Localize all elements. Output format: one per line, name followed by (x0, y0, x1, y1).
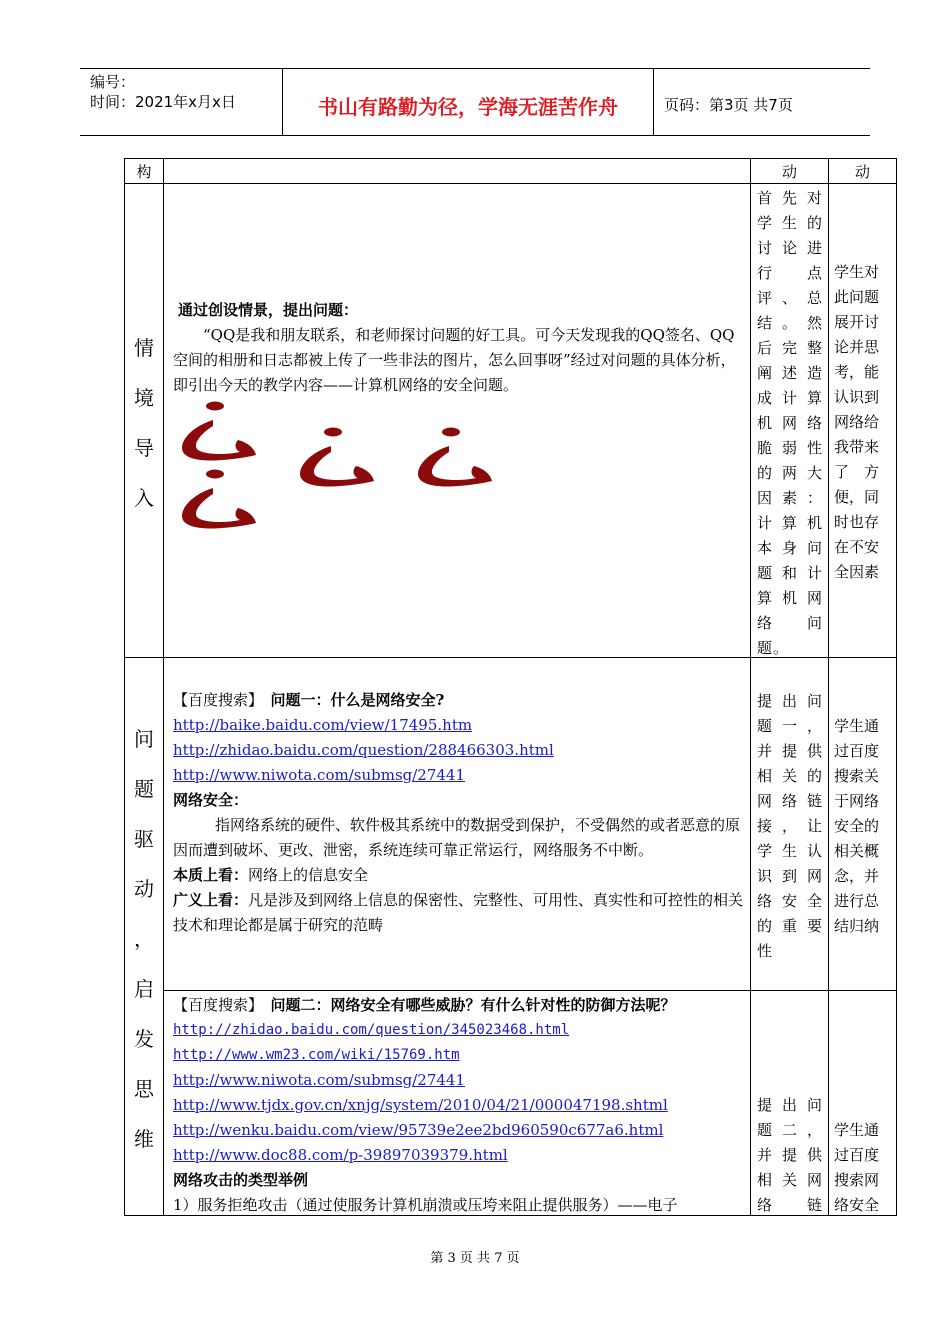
cell-line: 接，让 (757, 817, 823, 835)
q2-link[interactable]: http://www.doc88.com/p-39897039379.html (173, 1146, 508, 1164)
label-char: 导 (134, 436, 154, 460)
cell-line: 安全的 (834, 817, 880, 835)
cell-line: 我带来 (834, 438, 880, 456)
page-indicator: 页码：第3页 共7页 (664, 96, 793, 114)
cell-line: 络 链 (757, 1196, 823, 1214)
q2-link[interactable]: http://zhidao.baidu.com/question/345023468.html (173, 1022, 570, 1038)
label-char: 境 (134, 386, 154, 410)
cell-line: 时也存 (834, 513, 880, 531)
cell-line: 性 (757, 942, 774, 960)
section1-student (834, 260, 892, 585)
label-char: 入 (134, 486, 154, 510)
cell-line: 网络链 (757, 792, 823, 810)
cell-line: 首先对 (757, 189, 823, 207)
q1-link[interactable]: http://www.niwota.com/submsg/27441 (173, 766, 466, 784)
cell-line: 进行总 (834, 892, 880, 910)
cell-line: 问 (134, 727, 154, 751)
cell-line: 于网络 (834, 792, 880, 810)
definition-title: 网络安全： (173, 791, 249, 809)
cell-line: ， (134, 927, 154, 951)
section1-heading: 通过创设情景，提出问题： (178, 301, 359, 319)
header-page-cell (654, 69, 870, 135)
cell-line: 学生对 (834, 263, 880, 281)
cell-line: 并提供 (757, 1146, 823, 1164)
cell-line: 行 点 (757, 264, 823, 282)
cell-line: 提出问 (757, 692, 823, 710)
table-head-student: 动 (854, 163, 870, 181)
cell-line: 驱 (134, 827, 154, 851)
cell-line: 成计算 (757, 389, 823, 407)
cell-line: 络 问 (757, 614, 823, 632)
page-footer: 第 3 页 共 7 页 (430, 1251, 520, 1266)
cell-line: 搜索网 (834, 1171, 880, 1189)
cell-line: 过百度 (834, 742, 880, 760)
header-meta-cell (80, 69, 283, 135)
page-header (80, 68, 870, 136)
section1-content (173, 298, 745, 398)
attack-title: 网络攻击的类型举例 (173, 1171, 309, 1189)
cell-line: 动 (134, 877, 154, 901)
cell-line: 网络给 (834, 413, 880, 431)
cell-line: 展开讨 (834, 313, 880, 331)
cell-line: 本身问 (757, 539, 823, 557)
essence-text: 网络上的信息安全 (248, 866, 369, 884)
cell-line: 相关的 (757, 767, 823, 785)
cell-line: 络安全 (757, 892, 823, 910)
cell-line: 题 (134, 777, 154, 801)
doc-number-label: 编号： (90, 73, 136, 91)
question1-teacher (757, 689, 823, 964)
cell-line: 并提供 (757, 742, 823, 760)
q2-link[interactable]: http://www.tjdx.gov.cn/xnjg/system/2010/04/21/000047198.shtml (173, 1096, 668, 1114)
cell-line: 题一， (757, 717, 823, 735)
cell-line: 脆弱性 (757, 439, 823, 457)
q2-link[interactable]: http://www.niwota.com/submsg/27441 (173, 1071, 466, 1089)
cell-line: 结。然 (757, 314, 823, 332)
cell-line: 维 (134, 1127, 154, 1151)
question2-content (173, 993, 745, 1218)
q1-link[interactable]: http://zhidao.baidu.com/question/288466303.html (173, 741, 554, 759)
q1-link[interactable]: http://baike.baidu.com/view/17495.htm (173, 716, 473, 734)
definition-body: 指网络系统的硬件、软件极其系统中的数据受到保护，不受偶然的或者恶意的原因而遭到破坏、更改、泄密，系统连续可靠正常运行，网络服务不中断。 (173, 816, 741, 859)
cell-line: 题二， (757, 1121, 823, 1139)
question1-title: 问题一：什么是网络安全? (270, 691, 445, 709)
header-motto-cell (283, 69, 654, 135)
cell-line: 的重要 (757, 917, 823, 935)
cell-line: 念，并 (834, 867, 880, 885)
broad-label: 广义上看： (173, 891, 249, 909)
label-char: 情 (134, 336, 154, 360)
cell-line: 考，能 (834, 363, 880, 381)
cell-line: 学生通 (834, 717, 880, 735)
cell-line: 论并思 (834, 338, 880, 356)
cell-line: 后完整 (757, 339, 823, 357)
search-tag: 【百度搜索】 (173, 691, 256, 709)
cell-line: 阐述造 (757, 364, 823, 382)
cell-line: 提出问 (757, 1096, 823, 1114)
cell-line: 此问题 (834, 288, 880, 306)
cell-line: 相关概 (834, 842, 880, 860)
doc-time-label: 时间：2021年x月x日 (90, 93, 236, 111)
broad-text: 凡是涉及到网络上信息的保密性、完整性、可用性、真实性和可控性的相关技术和理论都是属于研究的范畴 (173, 891, 744, 934)
cell-line: 算机网 (757, 589, 823, 607)
cell-line: 在不安 (834, 538, 880, 556)
question-mark-icon (418, 428, 492, 487)
search-tag: 【百度搜索】 (173, 996, 256, 1014)
cell-line: 学生通 (834, 1121, 880, 1139)
cell-line: 的两大 (757, 464, 823, 482)
cell-line: 过百度 (834, 1146, 880, 1164)
section1-label (124, 323, 164, 523)
cell-line: 计算机 (757, 514, 823, 532)
question2-title: 问题二：网络安全有哪些威胁？有什么针对性的防御方法呢？ (270, 996, 676, 1014)
cell-line: 全因素 (834, 563, 880, 581)
question1-content (173, 688, 745, 938)
section2-label (124, 714, 164, 1164)
question-mark-icon (182, 402, 256, 461)
cell-line: 相关网 (757, 1171, 823, 1189)
question-mark-icon (182, 470, 256, 529)
cell-line: 识到网 (757, 867, 823, 885)
cell-line: 题。 (757, 639, 790, 657)
cell-line: 思 (134, 1077, 154, 1101)
q2-link[interactable]: http://wenku.baidu.com/view/95739e2ee2bd960590c677a6.html (173, 1121, 664, 1139)
question-mark-decoration (176, 398, 506, 534)
q2-link[interactable]: http://www.wm23.com/wiki/15769.htm (173, 1047, 460, 1063)
cell-line: 了 方 (834, 463, 880, 481)
question2-teacher (757, 1093, 823, 1218)
cell-line: 启 (134, 977, 154, 1001)
cell-line: 发 (134, 1027, 154, 1051)
cell-line: 便，同 (834, 488, 880, 506)
cell-line: 学生认 (757, 842, 823, 860)
section1-teacher (757, 186, 823, 661)
cell-line: 讨论进 (757, 239, 823, 257)
cell-line: 评、总 (757, 289, 823, 307)
question-mark-icon (300, 428, 374, 487)
section1-body: “QQ是我和朋友联系，和老师探讨问题的好工具。可今天发现我的QQ签名、QQ空间的相册和日志都被上传了一些非法的图片，怎么回事呀”经过对问题的具体分析，即引出今天的教学内容——计算机网络的安全问题。 (173, 326, 736, 394)
cell-line: 机网络 (757, 414, 823, 432)
question2-student (834, 1118, 892, 1218)
cell-line: 络安全 (834, 1196, 880, 1214)
cell-line: 搜索关 (834, 767, 880, 785)
table-head-structure: 构 (136, 163, 152, 181)
cell-line: 题和计 (757, 564, 823, 582)
cell-line: 因素： (757, 489, 823, 507)
attack-item: 1）服务拒绝攻击（通过使服务计算机崩溃或压垮来阻止提供服务）——电子 (173, 1196, 678, 1214)
motto: 书山有路勤为径，学海无涯苦作舟 (318, 95, 618, 119)
essence-label: 本质上看： (173, 866, 249, 884)
table-head-teacher: 动 (781, 163, 797, 181)
cell-line: 学生的 (757, 214, 823, 232)
question1-student (834, 714, 892, 939)
cell-line: 结归纳 (834, 917, 880, 935)
cell-line: 认识到 (834, 388, 880, 406)
